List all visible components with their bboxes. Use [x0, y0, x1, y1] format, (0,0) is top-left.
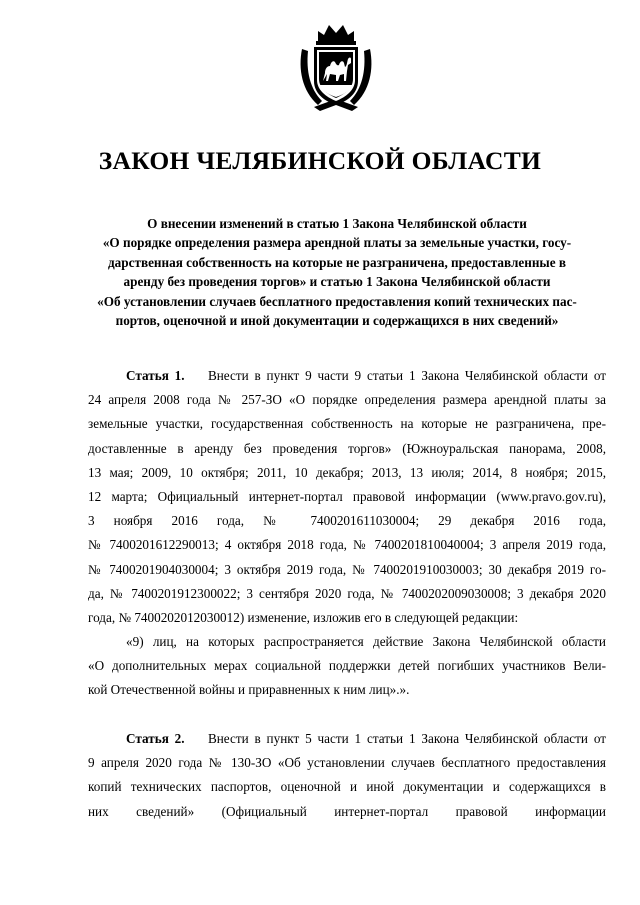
article-2	[88, 727, 606, 824]
article-1-quote-first-line: «9) лиц, на которых распространяется действие Закона Челябинской области	[126, 634, 606, 650]
article-1-line: № 7400201904030004; 3 октября 2019 года, № 7400201910030003; 30 декабря 2019 го-	[88, 561, 606, 577]
article-1-first-line-text: Внести в пункт 9 части 9 статьи 1 Закона Челябинской области от	[207, 368, 607, 383]
article-1-label: Статья 1.	[126, 368, 185, 383]
article-1-quote-line: кой Отечественной войны и приравненных к ним лиц».».	[88, 682, 410, 698]
article-2-label: Статья 2.	[126, 731, 185, 746]
subtitle-line: «Об установлении случаев бесплатного предоставления копий технических пас-	[97, 293, 577, 309]
article-2-first-line-text: Внести в пункт 5 части 1 статьи 1 Закона Челябинской области от	[207, 731, 607, 746]
article-1	[88, 364, 606, 703]
article-2-line: них сведений» (Официальный интернет-портал правовой информации	[88, 803, 606, 819]
subtitle-line: дарственная собственность на которые не разграничена, предоставленные в	[108, 254, 566, 270]
subtitle-line: «О порядке определения размера арендной платы за земельные участки, госу-	[102, 235, 572, 251]
chelyabinsk-coat-of-arms-emblem	[296, 19, 376, 115]
article-1-first-line	[88, 364, 606, 388]
law-subtitle	[84, 214, 590, 330]
law-title: ЗАКОН ЧЕЛЯБИНСКОЙ ОБЛАСТИ	[98, 146, 542, 175]
article-1-line: 3 ноября 2016 года, № 7400201611030004; 29 декабря 2016 года,	[88, 513, 606, 529]
article-2-line: 9 апреля 2020 года № 130-ЗО «Об установлении случаев бесплатного предоставления	[88, 755, 606, 771]
subtitle-line: О внесении изменений в статью 1 Закона Челябинской области	[147, 216, 527, 231]
article-1-line: 13 мая; 2009, 10 октября; 2011, 10 декабря; 2013, 13 июля; 2014, 8 ноября; 2015,	[88, 464, 606, 480]
article-1-line: земельные участки, государственная собственность на которые не разграничена, пре-	[88, 416, 606, 432]
article-2-first-line	[88, 727, 606, 751]
article-1-line: 24 апреля 2008 года № 257-ЗО «О порядке определения размера арендной платы за	[88, 392, 606, 408]
article-1-line: 12 марта; Официальный интернет-портал правовой информации (www.pravo.gov.ru),	[88, 488, 606, 504]
article-1-line: да, № 7400201912300022; 3 сентября 2020 года, № 7400202009030008; 3 декабря 2020	[88, 585, 606, 601]
article-1-line: № 7400201612290013; 4 октября 2018 года, № 7400201810040004; 3 апреля 2019 года,	[88, 537, 606, 553]
article-1-line: доставленные в аренду без проведения торгов» (Южноуральская панорама, 2008,	[88, 440, 606, 456]
subtitle-line: портов, оценочной и иной документации и содержащихся в них сведений»	[115, 313, 559, 329]
article-1-line: года, № 7400202012030012) изменение, изложив его в следующей редакции:	[88, 609, 519, 625]
subtitle-line: аренду без проведения торгов» и статью 1 Закона Челябинской области	[123, 274, 551, 290]
article-2-line: копий технических паспортов, оценочной и иной документации и содержащихся в	[88, 779, 606, 795]
article-1-quote-line: «О дополнительных мерах социальной поддержки детей погибших участников Вели-	[88, 658, 606, 674]
